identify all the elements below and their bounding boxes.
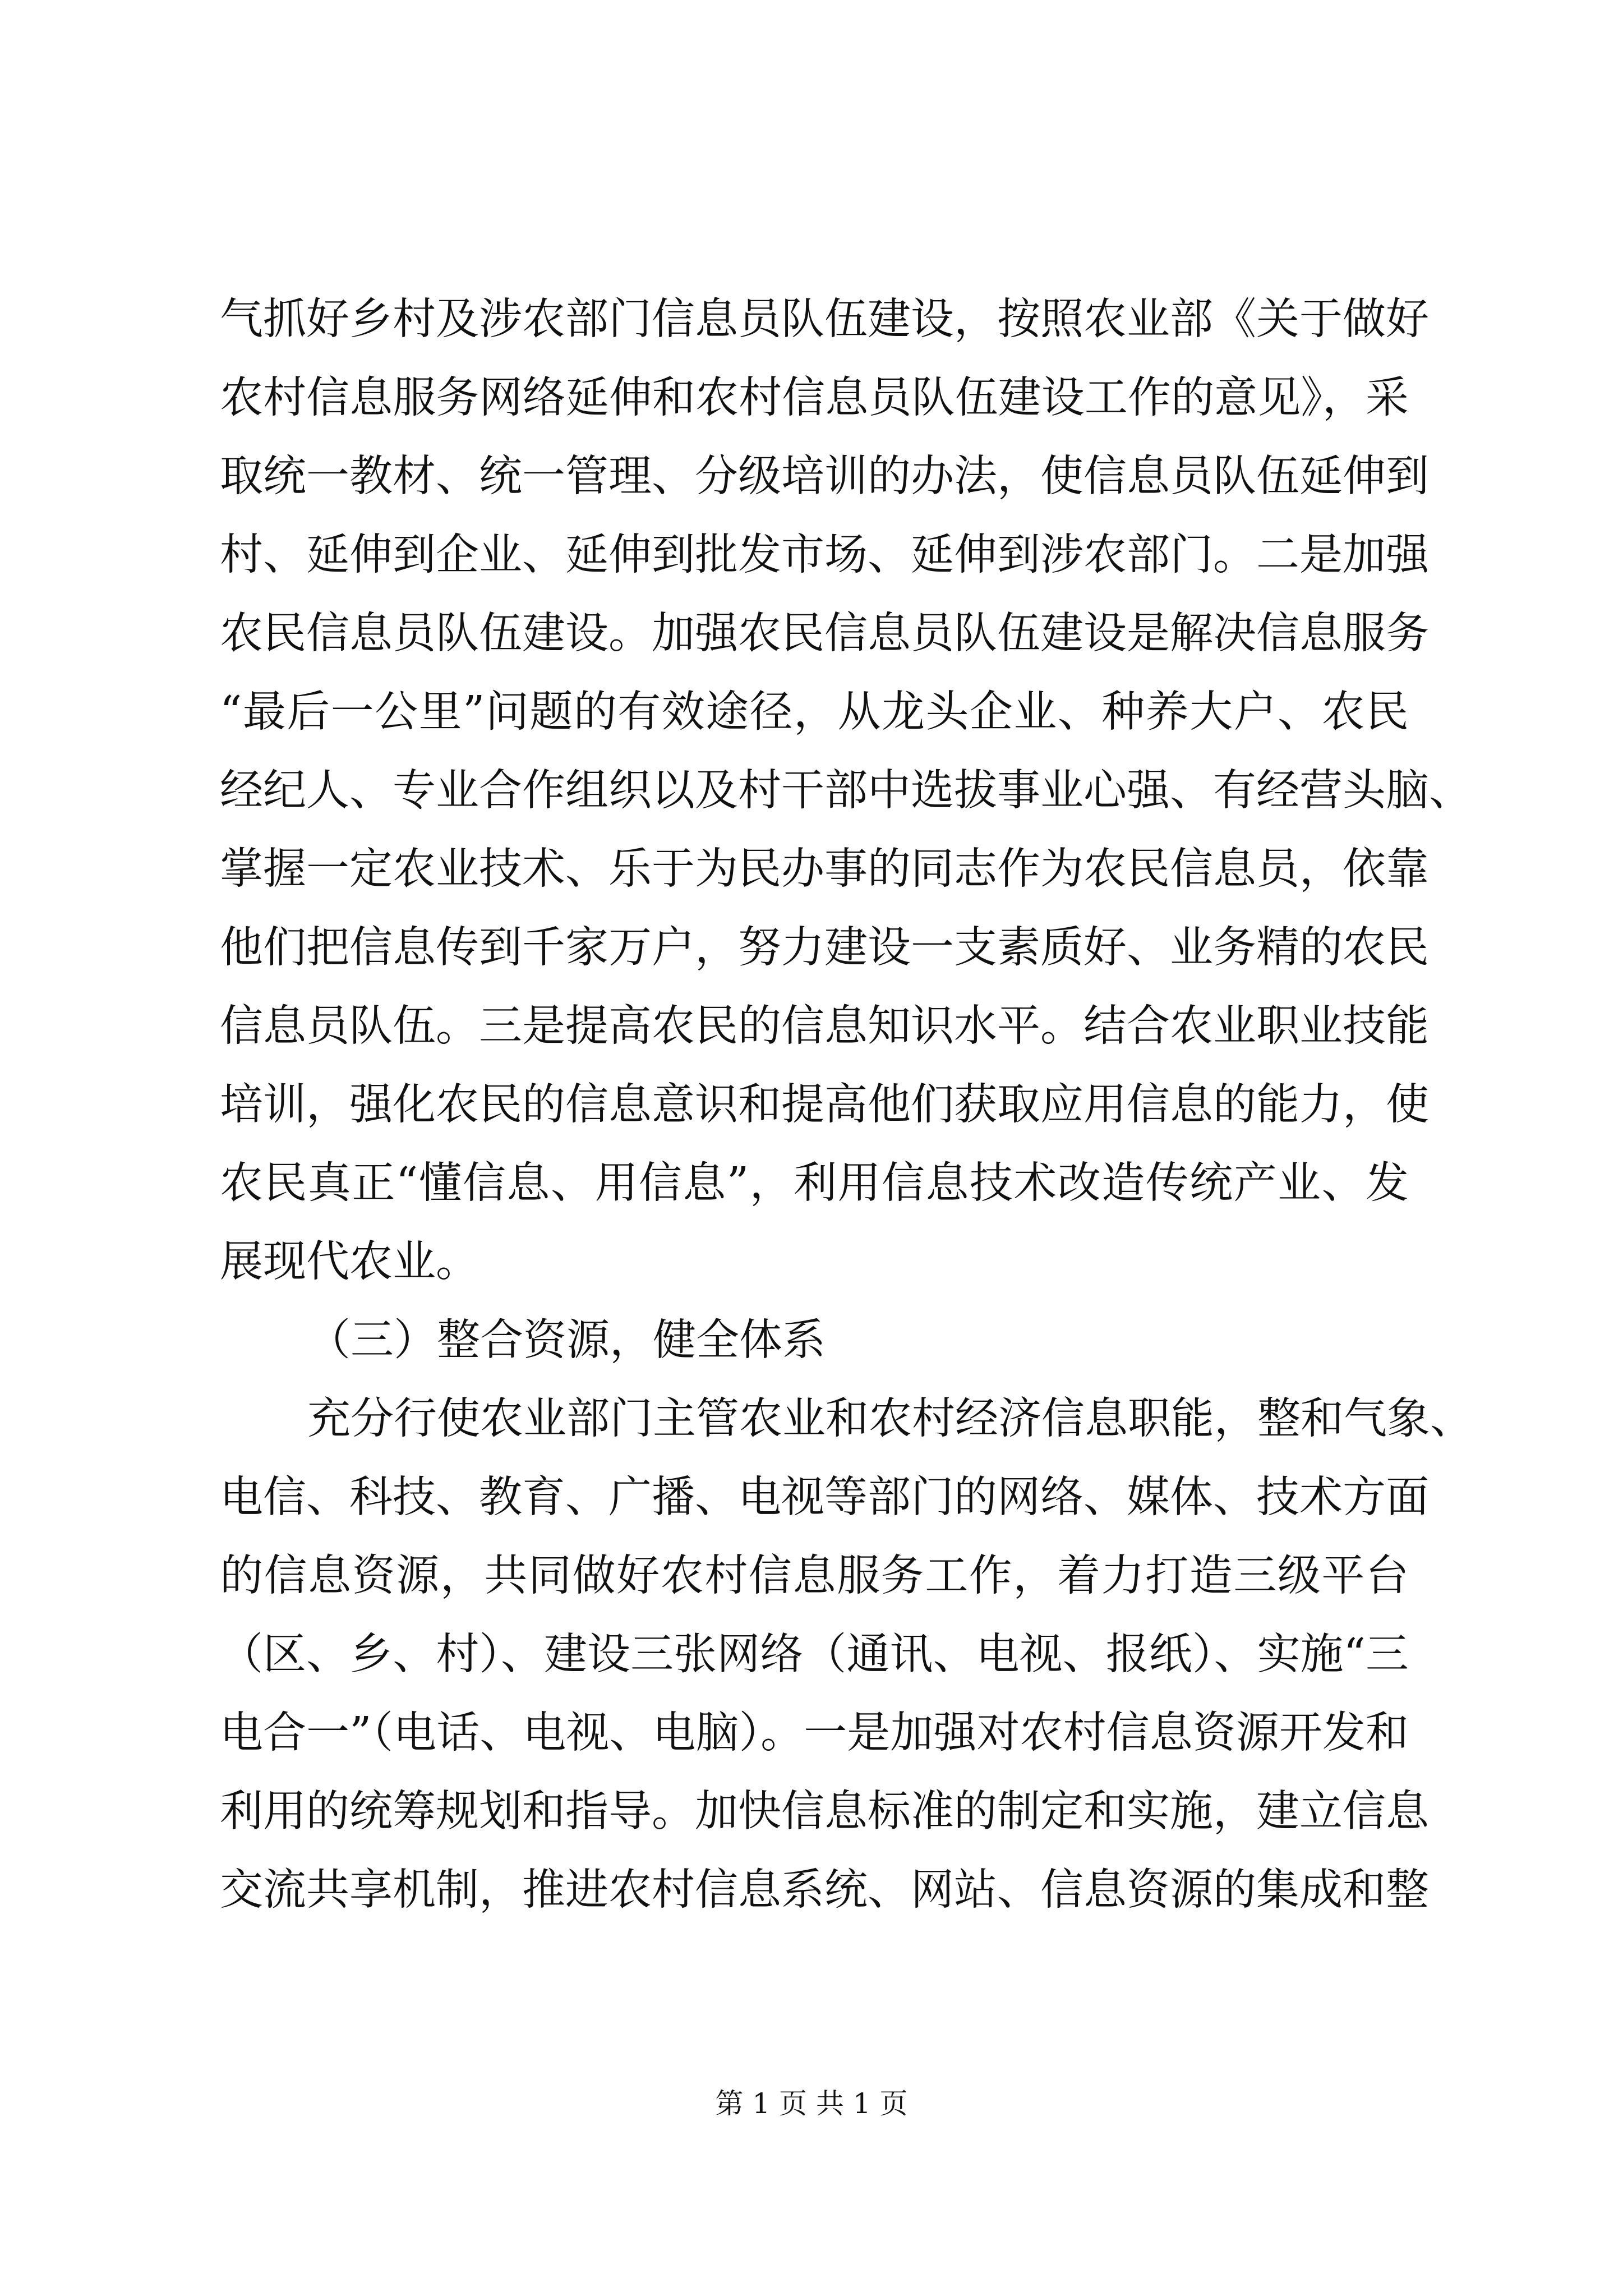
body-text-line: 掌握一定农业技术、乐于为民办事的同志作为农民信息员，依靠: [220, 844, 1429, 894]
body-text-line: 电合一”（电话、电视、电脑）。一是加强对农村信息资源开发和: [220, 1708, 1409, 1758]
body-text-line: 他们把信息传到千家万户，努力建设一支素质好、业务精的农民: [220, 923, 1429, 973]
body-text-line: 培训，强化农民的信息意识和提高他们获取应用信息的能力，使: [220, 1080, 1429, 1130]
body-text-line: 的信息资源，共同做好农村信息服务工作，着力打造三级平台: [220, 1551, 1409, 1601]
body-text-line: 经纪人、专业合作组织以及村干部中选拔事业心强、有经营头脑、: [220, 766, 1472, 816]
body-text-line: 农民真正“懂信息、用信息”，利用信息技术改造传统产业、发: [220, 1158, 1409, 1208]
page-footer: 第 1 页 共 1 页: [715, 2087, 908, 2120]
body-text-line: 电信、科技、教育、广播、电视等部门的网络、媒体、技术方面: [220, 1473, 1429, 1522]
body-text-line: 信息员队伍。三是提高农民的信息知识水平。结合农业职业技能: [220, 1001, 1429, 1051]
body-text-line: 农民信息员队伍建设。加强农民信息员队伍建设是解决信息服务: [220, 609, 1429, 659]
body-text-line: 农村信息服务网络延伸和农村信息员队伍建设工作的意见》，采: [220, 373, 1409, 423]
body-text-line: “最后一公里”问题的有效途径，从龙头企业、种养大户、农民: [220, 687, 1409, 737]
body-text-line: （区、乡、村）、建设三张网络（通讯、电视、报纸）、实施“三: [220, 1630, 1409, 1680]
body-text-line: 展现代农业。: [220, 1237, 479, 1287]
section-heading: （三）整合资源，健全体系: [307, 1315, 826, 1365]
body-text-line: 气抓好乡村及涉农部门信息员队伍建设，按照农业部《关于做好: [220, 295, 1429, 344]
body-text-line: 利用的统筹规划和指导。加快信息标准的制定和实施，建立信息: [220, 1787, 1429, 1837]
body-text-line: 村、延伸到企业、延伸到批发市场、延伸到涉农部门。二是加强: [220, 530, 1429, 580]
body-text-line: 取统一教材、统一管理、分级培训的办法，使信息员队伍延伸到: [220, 452, 1429, 501]
body-text-line: 充分行使农业部门主管农业和农村经济信息职能，整和气象、: [307, 1394, 1473, 1444]
body-text-line: 交流共享机制，推进农村信息系统、网站、信息资源的集成和整: [220, 1865, 1429, 1915]
